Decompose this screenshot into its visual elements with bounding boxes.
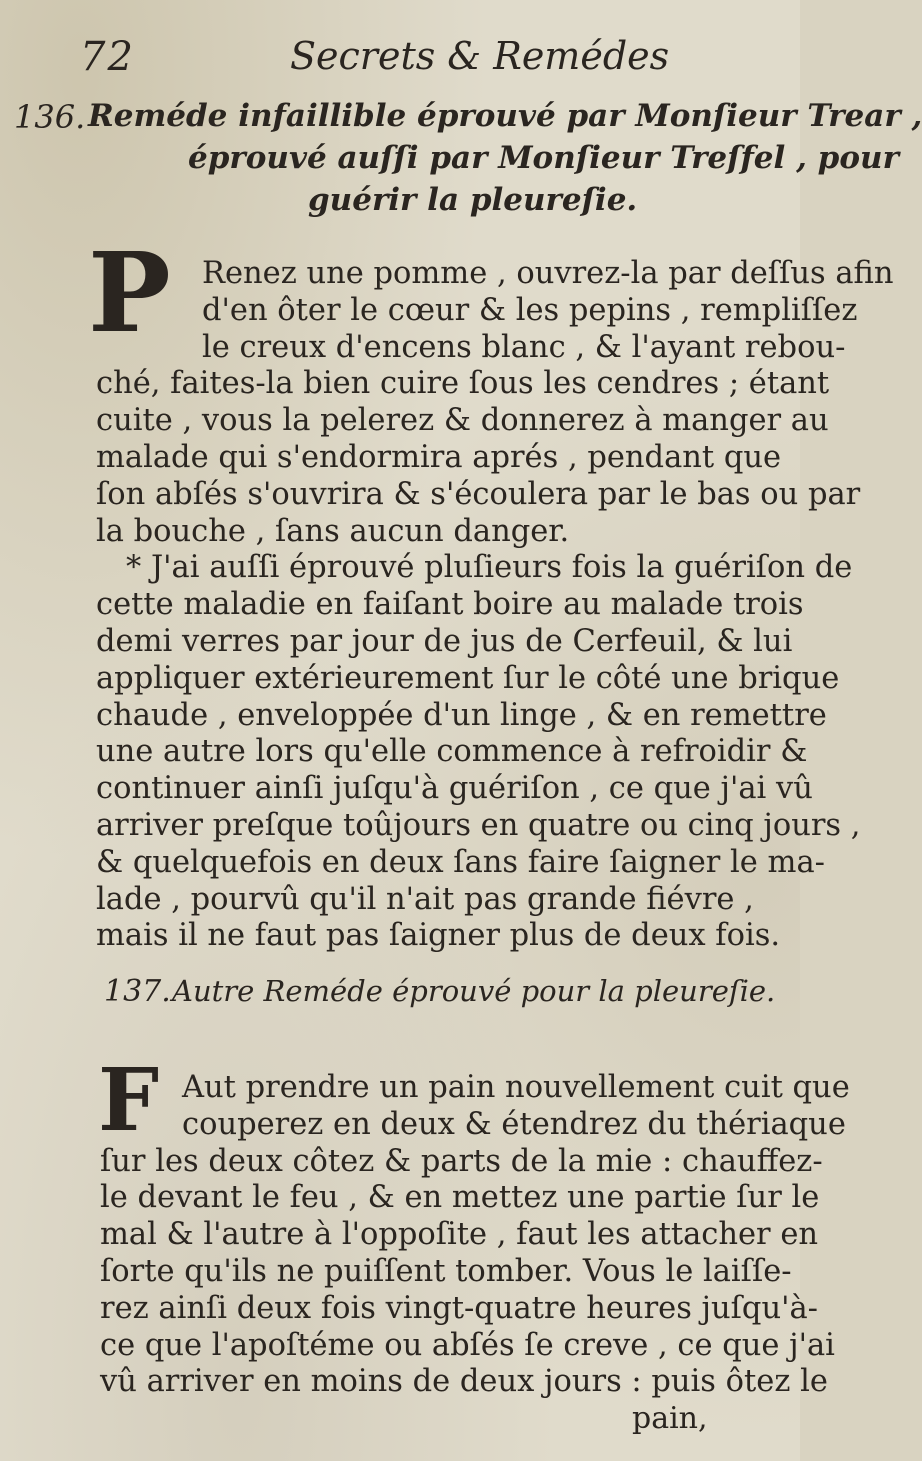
entry-137-text: [54, 1070, 850, 1401]
text-line: * J'ai auſſi éprouvé pluſieurs fois la guériſon de: [126, 550, 853, 586]
entry-136-title-line: guérir la pleureſie.: [308, 182, 638, 218]
entry-136-title-line: Reméde infaillible éprouvé par Monſieur Trear ,: [88, 98, 922, 134]
catchword: pain,: [632, 1401, 708, 1436]
text-line: malade qui s'endormira aprés , pendant que: [96, 439, 782, 475]
entry-137-dropcap: F: [98, 1050, 160, 1151]
text-line: ſorte qu'ils ne puiſſent tomber. Vous le laiſſe-: [100, 1253, 792, 1289]
text-line: cette maladie en faiſant boire au malade trois: [96, 587, 804, 623]
text-line: & quelquefois en deux ſans faire ſaigner le ma-: [96, 844, 825, 880]
entry-136-title: [88, 95, 922, 221]
text-line: rez ainſi deux fois vingt-quatre heures juſqu'à-: [100, 1290, 818, 1326]
entry-136-dropcap: P: [88, 228, 171, 357]
text-line: d'en ôter le cœur & les pepins , rempliſſez: [202, 292, 858, 328]
text-line: continuer ainſi juſqu'à guériſon , ce que j'ai vû: [96, 771, 813, 807]
text-line: couperez en deux & étendrez du thériaque: [182, 1106, 846, 1142]
page-number: 72: [80, 34, 135, 80]
text-line: la bouche , ſans aucun danger.: [96, 513, 570, 549]
text-line: le devant le feu , & en mettez une partie ſur le: [100, 1180, 820, 1216]
text-line: cuite , vous la pelerez & donnerez à manger au: [96, 403, 829, 439]
text-line: demi verres par jour de jus de Cerfeuil, & lui: [96, 623, 793, 659]
text-line: Renez une pomme , ouvrez-la par deſſus afin: [202, 256, 894, 291]
text-line: ſur les deux côtez & parts de la mie : chauffez-: [100, 1143, 823, 1179]
text-line: le creux d'encens blanc , & l'ayant rebou-: [202, 329, 846, 365]
text-line: Aut prendre un pain nouvellement cuit que: [182, 1070, 850, 1105]
text-line: lade , pourvû qu'il n'ait pas grande fiévre ,: [96, 881, 754, 917]
text-line: vû arriver en moins de deux jours : puis ôtez le: [100, 1364, 828, 1400]
text-line: ſon abſés s'ouvrira & s'écoulera par le bas ou par: [96, 476, 861, 512]
text-line: mal & l'autre à l'oppoſite , faut les attacher en: [100, 1217, 819, 1253]
entry-137-title-line: Autre Reméde éprouvé pour la pleureſie.: [172, 974, 776, 1008]
text-line: une autre lors qu'elle commence à refroidir &: [96, 734, 808, 770]
entry-136-number: 136.: [14, 98, 86, 136]
running-title: Secrets & Remédes: [290, 34, 670, 78]
text-line: ché, faites-la bien cuire ſous les cendres ; étant: [96, 366, 830, 402]
entry-136-title-line: éprouvé auſſi par Monſieur Treſfel , pour: [188, 140, 899, 176]
text-line: mais il ne faut pas ſaigner plus de deux fois.: [96, 918, 781, 954]
entry-137-title: [172, 970, 775, 1012]
page-header: [0, 28, 800, 88]
text-line: chaude , enveloppée d'un linge , & en remettre: [96, 697, 827, 733]
text-line: arriver preſque toûjours en quatre ou cinq jours ,: [96, 807, 861, 843]
text-line: ce que l'apoſtéme ou abſés ſe creve , ce que j'ai: [100, 1327, 835, 1363]
text-line: appliquer extérieurement ſur le côté une brique: [96, 660, 840, 696]
entry-136-text: [54, 256, 894, 955]
entry-137-number: 137.: [104, 974, 171, 1009]
